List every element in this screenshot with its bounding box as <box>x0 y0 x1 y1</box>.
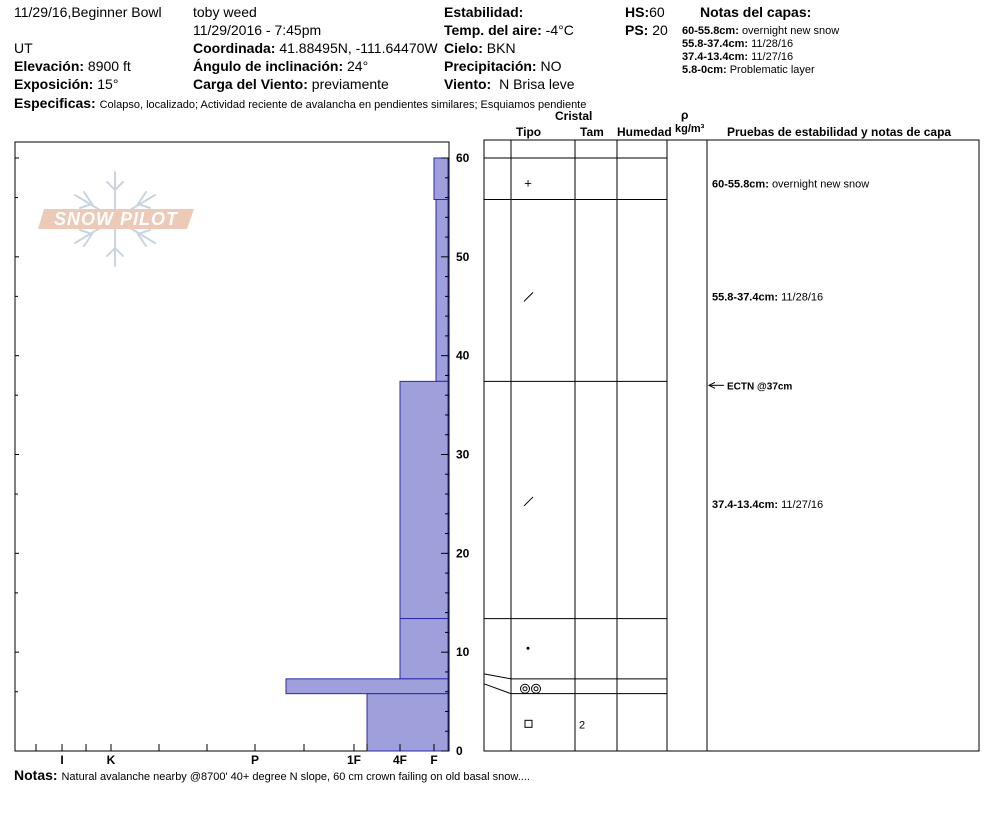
aspect-label: Exposición: <box>14 76 94 92</box>
specifics-value: Colapso, localizado; Actividad reciente de avalancha en pendientes similares; Esquiamos pendiente <box>99 99 587 111</box>
grain-size-label: 2 <box>578 719 586 732</box>
snow-pilot-logo <box>38 172 194 266</box>
air-temp-label: Temp. del aire: <box>444 22 542 38</box>
layer-note-text: 11/27/16 <box>751 51 794 63</box>
hardness-bar <box>400 381 448 618</box>
slope-angle-label: Ángulo de inclinación: <box>193 58 344 74</box>
depth-tick-label: 0 <box>456 744 463 758</box>
depth-tick-label: 50 <box>456 249 470 264</box>
wind-loading-label: Carga del Viento: <box>193 76 308 92</box>
ps-value: 20 <box>652 22 668 38</box>
observer: toby weed <box>193 4 257 20</box>
state: UT <box>14 40 33 56</box>
elevation-label: Elevación: <box>14 58 85 74</box>
layer-note-range: 37.4-13.4cm: <box>682 51 749 63</box>
grain-type-symbol <box>532 684 541 693</box>
col-header-cristal: Cristal <box>555 109 593 123</box>
layer-test-note <box>712 179 869 191</box>
layer-note-range: 55.8-37.4cm: <box>682 38 749 50</box>
col-header-humedad: Humedad <box>617 125 672 139</box>
grain-type-symbol <box>527 647 530 650</box>
coordinates-value: 41.88495N, -111.64470W <box>279 40 438 56</box>
layer-boundary-connector <box>484 684 511 694</box>
grain-type-symbol <box>524 497 533 506</box>
hardness-tick-label: 1F <box>346 753 362 767</box>
layer-test-note-text: 11/27/16 <box>781 498 824 511</box>
depth-tick-label: 40 <box>456 348 470 363</box>
hardness-bar <box>434 158 448 200</box>
wind-value: N Brisa leve <box>499 76 575 92</box>
elevation-value: 8900 ft <box>87 58 131 74</box>
hardness-tick-label: I <box>60 753 64 767</box>
grain-type-symbol <box>524 292 533 301</box>
notes-label: Notas: <box>14 767 58 783</box>
coordinates-label: Coordinada: <box>193 40 276 56</box>
hardness-bar <box>436 200 448 382</box>
wind-label: Viento: <box>444 76 492 92</box>
layer-test-note-range: 55.8-37.4cm: <box>712 291 782 304</box>
layer-note-range: 60-55.8cm: <box>682 25 739 37</box>
layer-note-text: 11/28/16 <box>751 38 794 50</box>
layer-note-text: Problematic layer <box>729 64 815 76</box>
grain-type-symbol <box>525 720 532 727</box>
hardness-tick-label: P <box>250 753 260 767</box>
layer-test-note-range: 37.4-13.4cm: <box>712 498 782 511</box>
layer-test-note-text: 11/28/16 <box>781 291 824 304</box>
notes <box>14 767 530 784</box>
wind-loading-value: previamente <box>311 76 389 92</box>
col-header-tipo: Tipo <box>516 125 542 139</box>
hardness-plot-frame <box>15 142 449 751</box>
col-header-tam: Tam <box>580 125 604 139</box>
grain-type-symbol: + <box>524 175 532 191</box>
layer-test-note-range: 60-55.8cm: <box>712 178 772 191</box>
hardness-bar <box>400 619 448 679</box>
stability-label: Estabilidad: <box>444 4 524 20</box>
sky-label: Cielo: <box>444 40 483 56</box>
sky-value: BKN <box>486 40 516 56</box>
layer-test-note <box>712 499 823 511</box>
layer-table-frame <box>484 140 979 751</box>
hardness-tick-label: K <box>106 753 116 767</box>
depth-tick-label: 20 <box>456 546 470 561</box>
air-temp-value: -4°C <box>545 22 574 38</box>
grain-type-symbol <box>523 687 527 691</box>
specifics-label: Especificas: <box>14 95 96 111</box>
hs-label: HS: <box>625 4 650 20</box>
precipitation-label: Precipitación: <box>444 58 537 74</box>
ps-label: PS: <box>625 22 649 38</box>
grain-type-symbol <box>534 687 538 691</box>
hardness-bar <box>286 679 448 694</box>
grain-type-symbol <box>521 684 530 693</box>
test-notes <box>709 179 869 511</box>
hardness-tick-label: 4F <box>392 753 408 767</box>
layer-note-range: 5.8-0cm: <box>682 64 727 76</box>
hs-value: 60 <box>649 4 665 20</box>
precipitation-value: NO <box>540 58 562 74</box>
depth-tick-label: 60 <box>456 151 470 165</box>
hardness-bar <box>367 694 448 751</box>
datetime: 11/29/2016 - 7:45pm <box>193 22 322 38</box>
hardness-tick-label: F <box>430 753 438 767</box>
layer-notes-title: Notas del capas: <box>700 4 812 20</box>
stability-test-label: ECTN @37cm <box>727 381 793 393</box>
hardness-bars <box>286 158 448 751</box>
col-header-rho: ρ <box>681 108 689 122</box>
date-location: 11/29/16,Beginner Bowl <box>14 4 162 20</box>
col-header-density-unit: kg/m³ <box>675 123 705 135</box>
layer-test-note <box>712 291 823 303</box>
logo-text: SNOW PILOT <box>54 209 178 229</box>
depth-tick-label: 30 <box>456 447 470 462</box>
depth-tick-label: 10 <box>456 645 470 660</box>
notes-value: Natural avalanche nearby @8700' 40+ degree N slope, 60 cm crown failing on old basal snow.... <box>61 771 530 783</box>
layer-boundary-connector <box>484 674 511 679</box>
layer-test-note-text: overnight new snow <box>771 178 870 191</box>
layer-note-text: overnight new snow <box>741 25 840 37</box>
col-header-tests: Pruebas de estabilidad y notas de capa <box>727 125 952 139</box>
aspect-value: 15° <box>97 76 119 92</box>
slope-angle-value: 24° <box>347 58 369 74</box>
